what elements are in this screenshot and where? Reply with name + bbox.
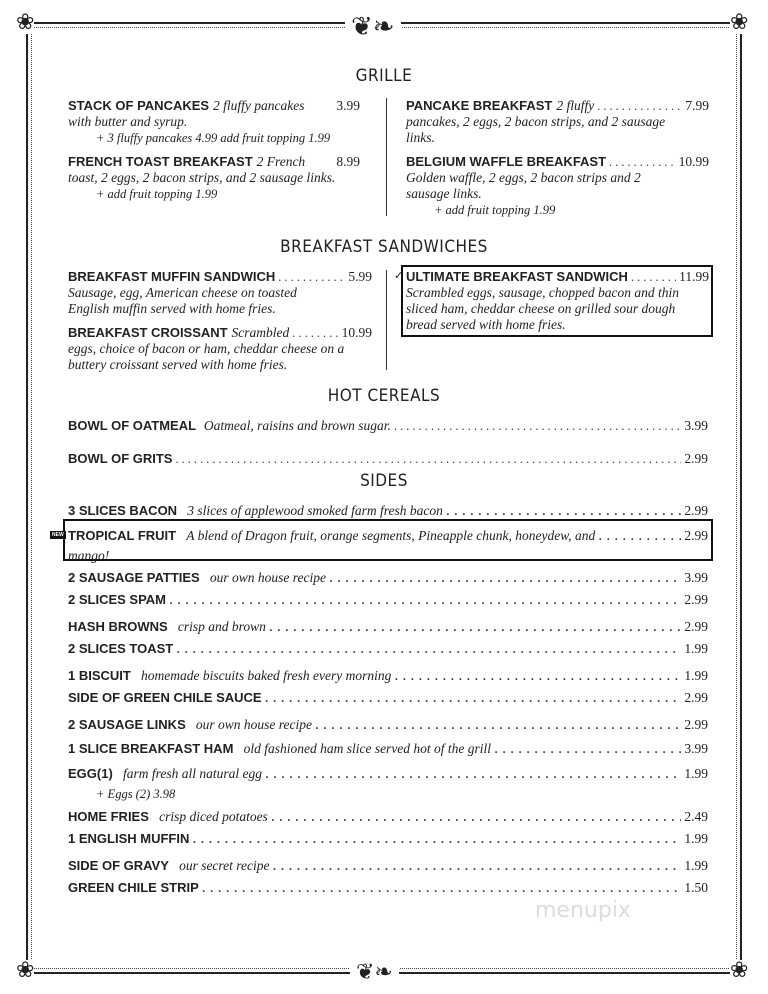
item-name: 2 SAUSAGE LINKS xyxy=(68,716,186,732)
menu-item xyxy=(68,500,708,525)
item-price: 1.99 xyxy=(684,857,708,873)
menu-item xyxy=(68,714,708,739)
item-addon: + Eggs (2) 3.98 xyxy=(96,787,176,801)
item-name: HASH BROWNS xyxy=(68,618,168,634)
menu-item xyxy=(406,98,709,146)
item-name: SIDE OF GRAVY xyxy=(68,857,169,873)
item-desc: our secret recipe xyxy=(179,857,270,873)
item-desc: pancakes, 2 eggs, 2 bacon strips, and 2 sausage links. xyxy=(406,114,666,145)
item-name: HOME FRIES xyxy=(68,808,149,824)
menu-item xyxy=(68,567,708,592)
item-desc: eggs, choice of bacon or ham, cheddar cheese on a buttery croissant served with home fries. xyxy=(68,341,345,372)
ornament-icon: ❦❧ xyxy=(350,962,399,984)
item-price: 2.99 xyxy=(684,690,708,705)
item-price: 2.99 xyxy=(684,450,708,466)
item-price: 2.99 xyxy=(684,503,708,518)
item-name: BREAKFAST MUFFIN SANDWICH xyxy=(68,269,276,284)
new-badge: NEW xyxy=(52,532,64,538)
menu-item xyxy=(68,418,708,443)
item-price: 3.99 xyxy=(684,418,708,433)
item-price: 1.99 xyxy=(684,641,708,656)
item-desc: old fashioned ham slice served hot of the grill xyxy=(243,741,492,756)
grille-right-column xyxy=(406,98,709,226)
menu-item xyxy=(68,640,708,665)
item-desc: our own house recipe xyxy=(195,716,313,732)
item-name: EGG(1) xyxy=(68,765,113,781)
item-name: STACK OF PANCAKES xyxy=(68,98,210,113)
watermark-logo: menupix xyxy=(535,898,631,923)
item-desc: mango! xyxy=(68,547,110,563)
cereals-list xyxy=(68,418,708,475)
item-desc: Golden waffle, 2 eggs, 2 bacon strips and 2 sausage links. xyxy=(406,170,641,201)
menu-item xyxy=(68,855,708,880)
item-name: 2 SAUSAGE PATTIES xyxy=(68,569,200,585)
item-name: FRENCH TOAST BREAKFAST xyxy=(68,154,253,169)
item-desc: Scrambled xyxy=(231,325,290,340)
column-divider xyxy=(386,270,387,370)
item-name: PANCAKE BREAKFAST xyxy=(406,98,553,113)
ornament-icon: ❦❧ xyxy=(345,14,401,40)
item-desc: crisp diced potatoes xyxy=(159,808,268,824)
item-addon: + 3 fluffy pancakes 4.99 add fruit topping 1.99 xyxy=(96,131,331,145)
sandwiches-right-column xyxy=(406,269,709,341)
item-price: 10.99 xyxy=(678,154,709,169)
menu-item xyxy=(68,806,708,831)
item-name: 2 SLICES TOAST xyxy=(68,641,174,656)
menu-item xyxy=(68,325,372,373)
menu-item xyxy=(406,154,709,218)
item-desc: Oatmeal, raisins and brown sugar. xyxy=(203,418,391,433)
item-desc: 3 slices of applewood smoked farm fresh bacon xyxy=(187,503,443,518)
corner-ornament-icon: ❀ xyxy=(730,10,749,35)
item-name: ULTIMATE BREAKFAST SANDWICH xyxy=(406,269,628,284)
item-name: BOWL OF GRITS xyxy=(68,450,173,466)
menu-item xyxy=(68,154,360,202)
menu-item xyxy=(68,763,708,806)
item-name: 2 SLICES SPAM xyxy=(68,592,167,607)
item-name: GREEN CHILE STRIP xyxy=(68,880,199,895)
menu-item xyxy=(68,616,708,641)
item-name: SIDE OF GREEN CHILE SAUCE xyxy=(68,690,262,705)
menu-item xyxy=(68,591,708,616)
item-price: 2.99 xyxy=(684,527,708,543)
item-name: BELGIUM WAFFLE BREAKFAST xyxy=(406,154,607,169)
item-desc: 2 fluffy pancakes xyxy=(213,98,305,113)
section-title-cereals: HOT CEREALS xyxy=(327,386,441,406)
menu-item xyxy=(68,98,360,146)
menu-item xyxy=(68,665,708,690)
item-price: 3.99 xyxy=(684,741,708,756)
column-divider xyxy=(386,98,387,216)
corner-ornament-icon: ❀ xyxy=(16,10,35,35)
item-name: 1 SLICE BREAKFAST HAM xyxy=(68,741,234,756)
item-desc: Scrambled eggs, sausage, chopped bacon and thin sliced ham, cheddar cheese on grilled sour dough bread served with home fries. xyxy=(406,285,679,332)
item-price: 2.49 xyxy=(684,808,708,824)
item-price: 5.99 xyxy=(348,269,372,284)
item-name: 1 ENGLISH MUFFIN xyxy=(68,831,190,846)
item-name: TROPICAL FRUIT xyxy=(68,527,177,543)
item-addon: + add fruit topping 1.99 xyxy=(434,203,556,217)
corner-ornament-icon: ❀ xyxy=(730,958,749,983)
item-desc: with butter and syrup. xyxy=(68,114,188,129)
item-price: 7.99 xyxy=(685,98,709,113)
item-desc: farm fresh all natural egg xyxy=(122,765,262,781)
menu-item xyxy=(68,525,708,567)
menu-item xyxy=(406,269,709,333)
item-desc: crisp and brown xyxy=(177,618,266,634)
menu-item xyxy=(68,738,708,763)
menu-item xyxy=(68,689,708,714)
sandwiches-left-column xyxy=(68,269,372,381)
item-desc: 2 fluffy xyxy=(556,98,595,113)
item-price: 2.99 xyxy=(684,592,708,607)
item-price: 10.99 xyxy=(341,325,372,340)
item-name: BOWL OF OATMEAL xyxy=(68,418,197,433)
item-price: 1.99 xyxy=(684,667,708,683)
section-title-grille: GRILLE xyxy=(355,66,413,86)
section-title-sides: SIDES xyxy=(360,471,408,491)
checkmark-icon: ✓ xyxy=(394,269,404,282)
menu-item xyxy=(68,830,708,855)
menu-item xyxy=(68,269,372,317)
item-name: 1 BISCUIT xyxy=(68,667,131,683)
item-price: 11.99 xyxy=(679,269,709,284)
item-price: 3.99 xyxy=(336,98,360,113)
item-price: 8.99 xyxy=(336,154,360,169)
item-price: 1.99 xyxy=(684,765,708,781)
item-price: 1.50 xyxy=(684,880,708,895)
item-desc: Sausage, egg, American cheese on toasted English muffin served with home fries. xyxy=(68,285,297,316)
item-price: 2.99 xyxy=(684,618,708,634)
item-desc: homemade biscuits baked fresh every morning xyxy=(141,667,392,683)
corner-ornament-icon: ❀ xyxy=(16,958,35,983)
item-desc: A blend of Dragon fruit, orange segments, Pineapple chunk, honeydew, and xyxy=(186,527,596,543)
grille-left-column xyxy=(68,98,360,210)
item-price: 2.99 xyxy=(684,716,708,732)
item-price: 3.99 xyxy=(684,569,708,585)
item-addon: + add fruit topping 1.99 xyxy=(96,187,218,201)
item-name: 3 SLICES BACON xyxy=(68,503,178,518)
section-title-sandwiches: BREAKFAST SANDWICHES xyxy=(280,237,488,257)
item-name: BREAKFAST CROISSANT xyxy=(68,325,228,340)
sides-list xyxy=(68,500,708,904)
item-desc: toast, 2 eggs, 2 bacon strips, and 2 sausage links. xyxy=(68,170,336,185)
item-desc: 2 French xyxy=(256,154,306,169)
item-price: 1.99 xyxy=(684,831,708,846)
item-desc: our own house recipe xyxy=(209,569,326,585)
